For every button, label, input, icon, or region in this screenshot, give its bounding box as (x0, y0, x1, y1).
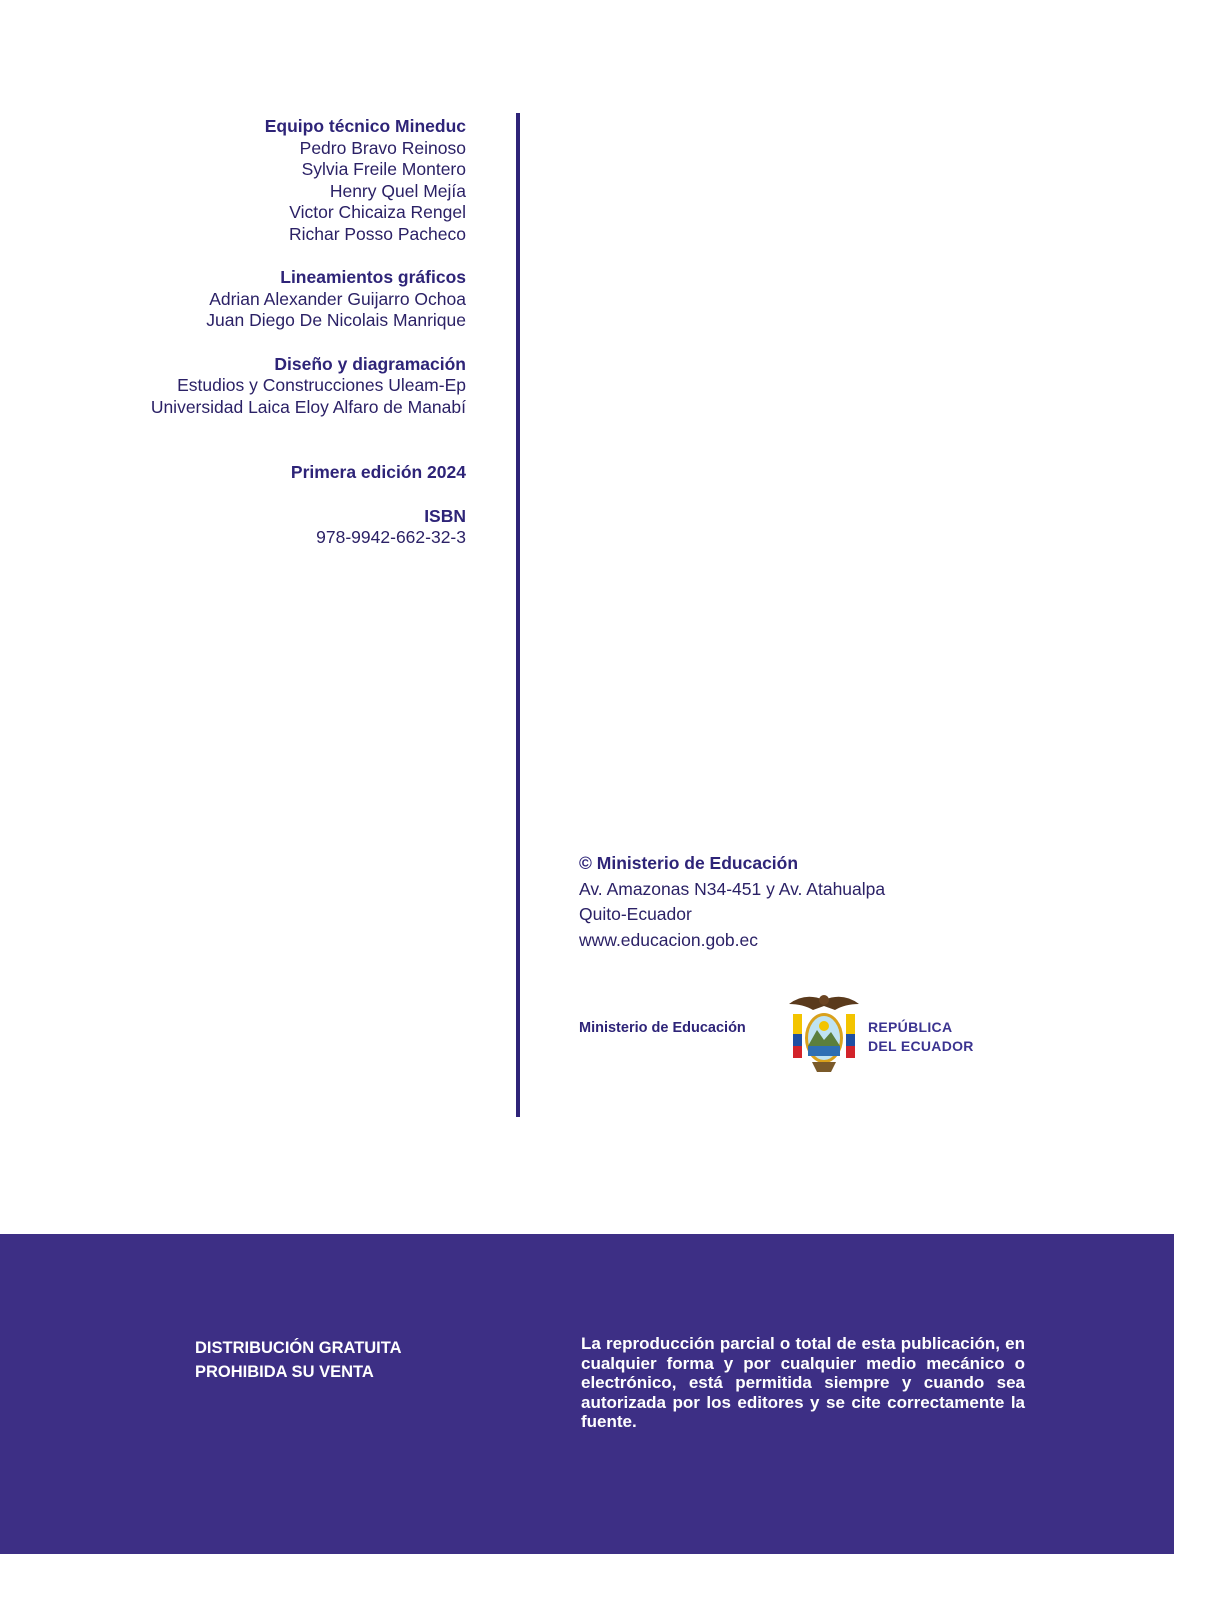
team-member: Victor Chicaiza Rengel (289, 202, 466, 222)
graphics-block (46, 267, 466, 332)
design-block (46, 354, 466, 419)
edition-block (46, 462, 466, 484)
graphics-member: Juan Diego De Nicolais Manrique (206, 310, 466, 330)
design-heading: Diseño y diagramación (274, 353, 466, 374)
republica-line1: REPÚBLICA (868, 1019, 953, 1035)
distribution-line1: DISTRIBUCIÓN GRATUITA (195, 1339, 402, 1357)
vertical-divider (516, 113, 520, 1117)
ministry-address: Av. Amazonas N34-451 y Av. Atahualpa (579, 878, 886, 899)
ministry-city: Quito-Ecuador (579, 904, 692, 924)
distribution-notice (195, 1336, 402, 1384)
design-member: Estudios y Construcciones Uleam-Ep (177, 375, 466, 395)
ecuador-coat-of-arms-icon (785, 990, 863, 1080)
republica-label (868, 1018, 974, 1056)
logo-row (579, 990, 999, 1090)
republica-line2: DEL ECUADOR (868, 1038, 974, 1054)
distribution-line2: PROHIBIDA SU VENTA (195, 1363, 374, 1381)
isbn-value: 978-9942-662-32-3 (316, 527, 466, 547)
legal-notice: La reproducción parcial o total de esta publicación, en cualquier forma y por cualquier medio mecánico o electrónico, está permitida siempre y cuando sea autorizada por los editores y se cite correctamente la fuente. (581, 1334, 1025, 1431)
team-member: Pedro Bravo Reinoso (299, 137, 466, 158)
isbn-heading: ISBN (424, 505, 466, 526)
team-member: Richar Posso Pacheco (288, 223, 466, 244)
team-member: Henry Quel Mejía (329, 180, 466, 201)
team-block (46, 116, 466, 245)
ministry-logo-label: Ministerio de Educación (579, 1020, 746, 1036)
graphics-heading: Lineamientos gráficos (280, 267, 466, 287)
edition-label: Primera edición 2024 (290, 462, 466, 482)
team-heading: Equipo técnico Mineduc (264, 116, 466, 136)
footer-band (0, 1234, 1174, 1554)
graphics-member: Adrian Alexander Guijarro Ochoa (209, 288, 466, 309)
ministry-title: © Ministerio de Educación (579, 853, 799, 873)
design-member: Universidad Laica Eloy Alfaro de Manabí (150, 396, 466, 417)
ministry-website: www.educacion.gob.ec (579, 929, 758, 950)
team-member: Sylvia Freile Montero (301, 159, 466, 179)
ministry-info (579, 851, 999, 953)
isbn-block (46, 506, 466, 549)
credits-column (46, 116, 466, 571)
